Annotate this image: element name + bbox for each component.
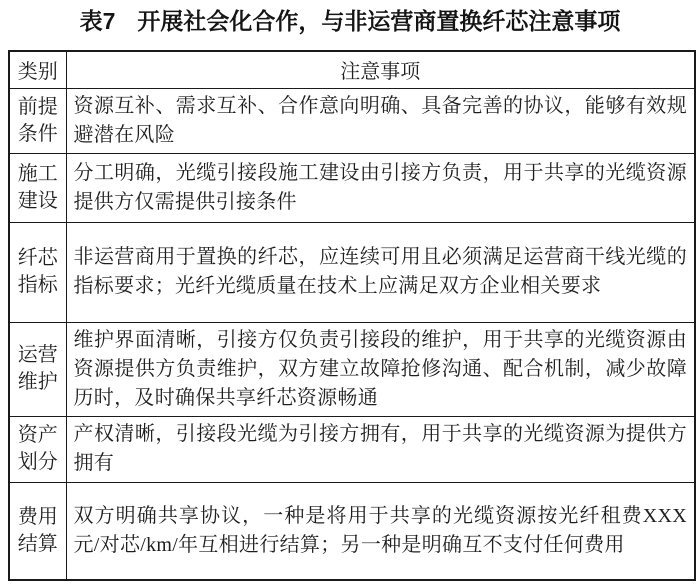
category-label-line: 施工 [17, 162, 58, 185]
header-category: 类别 [9, 51, 66, 88]
table-header-row [9, 51, 695, 88]
table-row-fiber-specs [9, 222, 695, 322]
category-cell [9, 416, 66, 482]
header-notes: 注意事项 [66, 51, 695, 88]
table-title: 开展社会化合作，与非运营商置换纤芯注意事项 [137, 8, 621, 34]
category-label-line: 建设 [17, 189, 58, 212]
category-cell [9, 153, 66, 222]
table-number: 表7 [79, 8, 116, 34]
note-cell: 非运营商用于置换的纤芯，应连续可用且必须满足运营商干线光缆的指标要求；光纤光缆质量在技术上应满足双方企业相关要求 [66, 222, 695, 322]
category-label-line: 维护 [17, 371, 58, 393]
note-cell: 资源互补、需求互补、合作意向明确、具备完善的协议，能够有效规避潜在风险 [66, 88, 695, 153]
category-cell [9, 222, 66, 322]
note-cell: 维护界面清晰，引接方仅负责引接段的维护，用于共享的光缆资源由资源提供方负责维护，双方建立故障抢修沟通、配合机制，减少故障历时，及时确保共享纤芯资源畅通 [66, 322, 695, 416]
table-row-construction [9, 153, 695, 222]
table-row-asset-division [9, 416, 695, 482]
table-caption [0, 6, 700, 36]
category-label-line: 纤芯 [17, 247, 58, 269]
category-cell [9, 322, 66, 416]
table-row-fee-settlement [9, 482, 695, 580]
category-label-line: 资产 [17, 424, 58, 446]
note-cell: 分工明确，光缆引接段施工建设由引接方负责，用于共享的光缆资源提供方仅需提供引接条件 [66, 153, 695, 222]
table-row-operation-maintenance [9, 322, 695, 416]
category-cell [9, 482, 66, 580]
category-cell [9, 88, 66, 153]
notes-table [8, 50, 696, 581]
category-label-line: 划分 [17, 451, 58, 473]
category-label-line: 费用 [17, 505, 58, 528]
category-label-line: 前提 [17, 95, 58, 118]
note-cell: 双方明确共享协议，一种是将用于共享的光缆资源按光纤租费XXX 元/对芯/km/年互相进行结算；另一种是明确互不支付任何费用 [66, 482, 695, 580]
category-label-line: 运营 [17, 344, 58, 366]
category-label-line: 条件 [17, 122, 58, 145]
category-label-line: 结算 [17, 532, 58, 555]
category-label-line: 指标 [17, 274, 58, 296]
table-row-preconditions [9, 88, 695, 153]
note-cell: 产权清晰，引接段光缆为引接方拥有，用于共享的光缆资源为提供方拥有 [66, 416, 695, 482]
